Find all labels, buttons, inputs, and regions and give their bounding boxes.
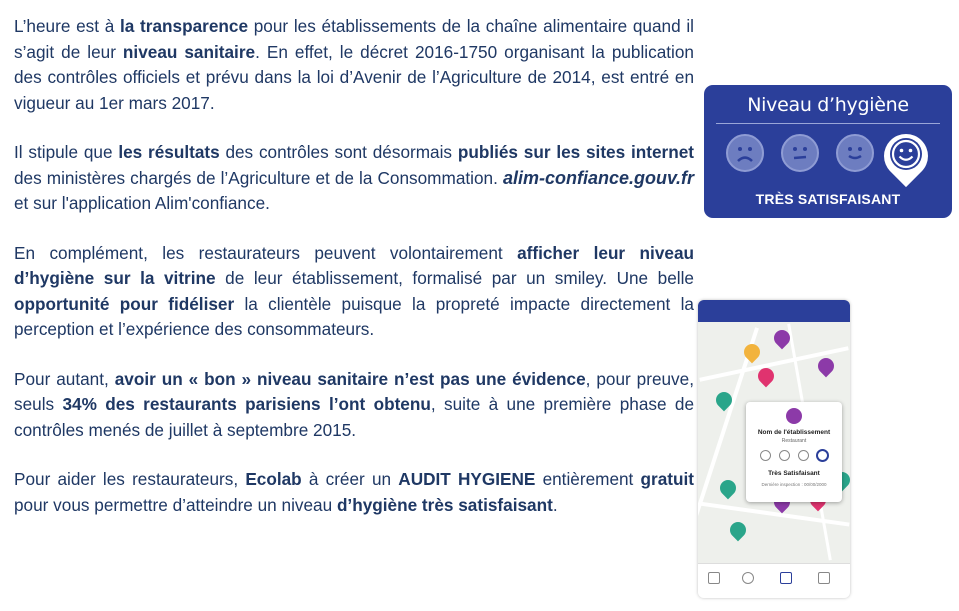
card-restaurant-name: Nom de l'établissement	[757, 429, 831, 436]
emphasis-text: les résultats	[118, 142, 220, 162]
map-pin-icon	[717, 477, 740, 500]
filter-icon[interactable]	[708, 572, 720, 584]
emphasis-text: avoir un « bon » niveau sanitaire n’est pas une évidence	[114, 368, 586, 389]
body-text: des ministères chargés de l’Agriculture et de la Consommation.	[14, 167, 503, 188]
body-text: L’heure est à	[14, 16, 121, 36]
body-text: Il stipule que	[14, 142, 119, 162]
website-link[interactable]: alim-confiance.gouv.fr	[502, 167, 694, 188]
happy-face-icon	[816, 449, 829, 462]
slight-smile-face-icon	[836, 134, 874, 172]
restaurant-info-card[interactable]	[746, 402, 842, 502]
card-rating-label: Très Satisfaisant	[768, 470, 820, 477]
emphasis-text: opportunité pour fidéliser	[14, 293, 235, 314]
slight-smile-face-icon	[798, 450, 809, 461]
happy-face-icon	[890, 138, 922, 170]
search-icon[interactable]	[742, 572, 754, 584]
body-text: Pour aider les restaurateurs,	[14, 469, 246, 489]
body-text: En complément, les restaurateurs peuvent volontairement	[14, 242, 518, 263]
body-text: pour vous permettre d’atteindre un niveau	[14, 494, 337, 515]
body-text: .	[552, 494, 558, 515]
restaurant-logo	[786, 408, 802, 424]
emphasis-text: gratuit	[640, 469, 694, 489]
badge-divider	[716, 123, 940, 124]
emphasis-text: AUDIT HYGIENE	[398, 469, 536, 489]
body-text: des contrôles sont désormais	[219, 142, 458, 162]
body-text: de leur établissement, formalisé par un smiley. Une belle	[215, 268, 694, 288]
menu-icon[interactable]	[818, 572, 830, 584]
neutral-face-icon	[779, 450, 790, 461]
map-view	[698, 322, 850, 564]
app-screenshot	[698, 300, 850, 598]
body-text: , suite à une première phase de contrôles menés de juillet à septembre 2015.	[14, 394, 695, 440]
sad-face-icon	[760, 450, 771, 461]
neutral-face-icon	[781, 134, 819, 172]
body-text: entièrement	[535, 469, 641, 489]
badge-title: Niveau d’hygiène	[747, 94, 909, 116]
paragraph	[14, 467, 694, 518]
emphasis-text: publiés sur les sites internet	[457, 142, 694, 162]
body-text: . En effet, le décret 2016-1750 organisant la publication des contrôles officiels et prévu dans la loi d’Avenir de l’Agriculture de 2014, est entré en vigueur au 1er mars 2017.	[14, 41, 694, 113]
article-text	[14, 14, 694, 542]
map-pin-icon	[815, 355, 838, 378]
emphasis-text: Ecolab	[245, 469, 302, 489]
body-text: et sur l'application Alim'confiance.	[14, 193, 270, 213]
map-icon[interactable]	[780, 572, 792, 584]
emphasis-text: afficher leur niveau d’hygiène sur la vitrine	[14, 242, 694, 288]
body-text: pour les établissements de la chaîne alimentaire quand il s’agit de leur	[14, 16, 695, 62]
body-text: Pour autant,	[14, 368, 115, 389]
card-restaurant-type: Restaurant	[781, 438, 807, 444]
emphasis-text: d’hygiène très satisfaisant	[336, 494, 553, 515]
body-text: la clientèle puisque la propreté impacte directement la perception et l’expérience des consommateurs.	[14, 293, 694, 339]
body-text: , pour preuve, seuls	[14, 368, 694, 414]
paragraph	[14, 14, 694, 116]
paragraph	[14, 367, 694, 444]
badge-rating-label: TRÈS SATISFAISANT	[755, 191, 901, 207]
emphasis-text: la transparence	[120, 16, 249, 36]
paragraph	[14, 241, 694, 343]
emphasis-text: 34% des restaurants parisiens l’ont obtenu	[62, 394, 431, 414]
paragraph	[14, 140, 694, 217]
app-bottom-nav	[698, 563, 850, 598]
body-text: à créer un	[301, 469, 399, 489]
phone-status-bar	[698, 300, 850, 322]
sad-face-icon	[726, 134, 764, 172]
emphasis-text: niveau sanitaire	[122, 41, 256, 62]
map-pin-icon	[727, 519, 750, 542]
card-inspection-date: Dernière inspection : 00/00/2000	[761, 482, 827, 487]
